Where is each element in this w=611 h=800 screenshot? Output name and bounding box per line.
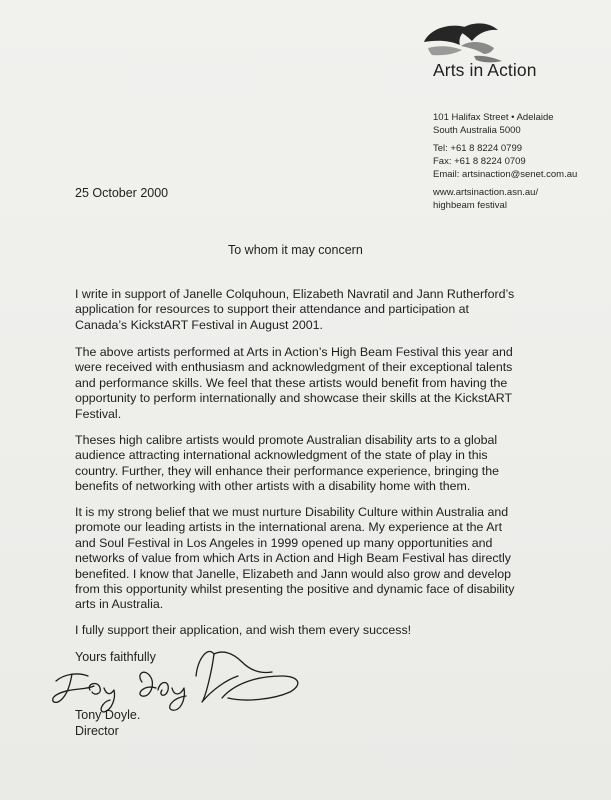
paragraph-line: promote our leading artists in the international arena. My experience at the Art — [75, 520, 503, 535]
fax-number: Fax: +61 8 8224 0709 — [433, 156, 526, 167]
closing-phrase: Yours faithfully — [75, 650, 156, 664]
paragraph-line: country. Further, they will enhance their performance experience, bringing the — [75, 463, 500, 478]
paragraph-line: I write in support of Janelle Colquhoun, Elizabeth Navratil and Jann Rutherford’s — [75, 287, 515, 301]
address-line-1: 101 Halifax Street • Adelaide — [433, 112, 554, 123]
paragraph-line: and Soul Festival in Los Angeles in 1999 opened up many opportunities and — [75, 535, 493, 550]
paragraph-line: audience attracting international acknowledgment of the state of play in this — [75, 448, 488, 463]
paragraph-line: Canada’s KickstART Festival in August 2001. — [75, 317, 323, 332]
paragraph-line: Festival. — [75, 406, 122, 421]
paragraph-line: application for resources to support their attendance and participation at — [75, 302, 469, 317]
paragraph-line: Theses high calibre artists would promote Australian disability arts to a global — [75, 433, 498, 447]
org-name: Arts in Action — [433, 60, 537, 80]
signatory-name: Tony Doyle. — [75, 708, 141, 722]
body-paragraph — [75, 505, 587, 613]
paragraph-line: from this opportunity whilst presenting the positive and dynamic face of disability — [75, 582, 515, 597]
paragraph-line: The above artists performed at Arts in Action’s High Beam Festival this year and — [75, 345, 513, 359]
email-address: Email: artsinaction@senet.com.au — [433, 169, 578, 180]
phone-number: Tel: +61 8 8224 0799 — [433, 143, 523, 154]
paragraph-line: benefits of networking with other artists with a disability home with them. — [75, 479, 471, 494]
address-line-2: South Australia 5000 — [433, 125, 521, 136]
paragraph-line: I fully support their application, and wish them every success! — [75, 623, 412, 637]
body-paragraph — [75, 287, 587, 333]
signatory-title: Director — [75, 724, 119, 738]
body-paragraph — [75, 345, 587, 422]
paragraph-line: and performance skills. We feel that these artists would benefit from having the — [75, 375, 508, 390]
paragraph-line: opportunity to perform internationally and showcase their skills at the KickstART — [75, 391, 513, 406]
paragraph-line: were received with enthusiasm and acknowledgment of their exceptional talents — [75, 360, 513, 375]
letter-date: 25 October 2000 — [75, 186, 169, 200]
body-paragraph — [75, 433, 587, 495]
paragraph-line: It is my strong belief that we must nurture Disability Culture within Australia and — [75, 505, 509, 519]
website-subtitle: highbeam festival — [433, 200, 507, 211]
website-url: www.artsinaction.asn.au/ — [433, 187, 539, 198]
paragraph-line: benefited. I know that Janelle, Elizabeth and Jann would also grow and develop — [75, 566, 512, 581]
paragraph-line: arts in Australia. — [75, 597, 164, 612]
salutation: To whom it may concern — [228, 243, 363, 257]
arts-in-action-logo-icon — [418, 18, 506, 66]
signature-icon — [46, 636, 316, 716]
paragraph-line: networks of value from which Arts in Action and High Beam Festival has directly — [75, 551, 511, 566]
